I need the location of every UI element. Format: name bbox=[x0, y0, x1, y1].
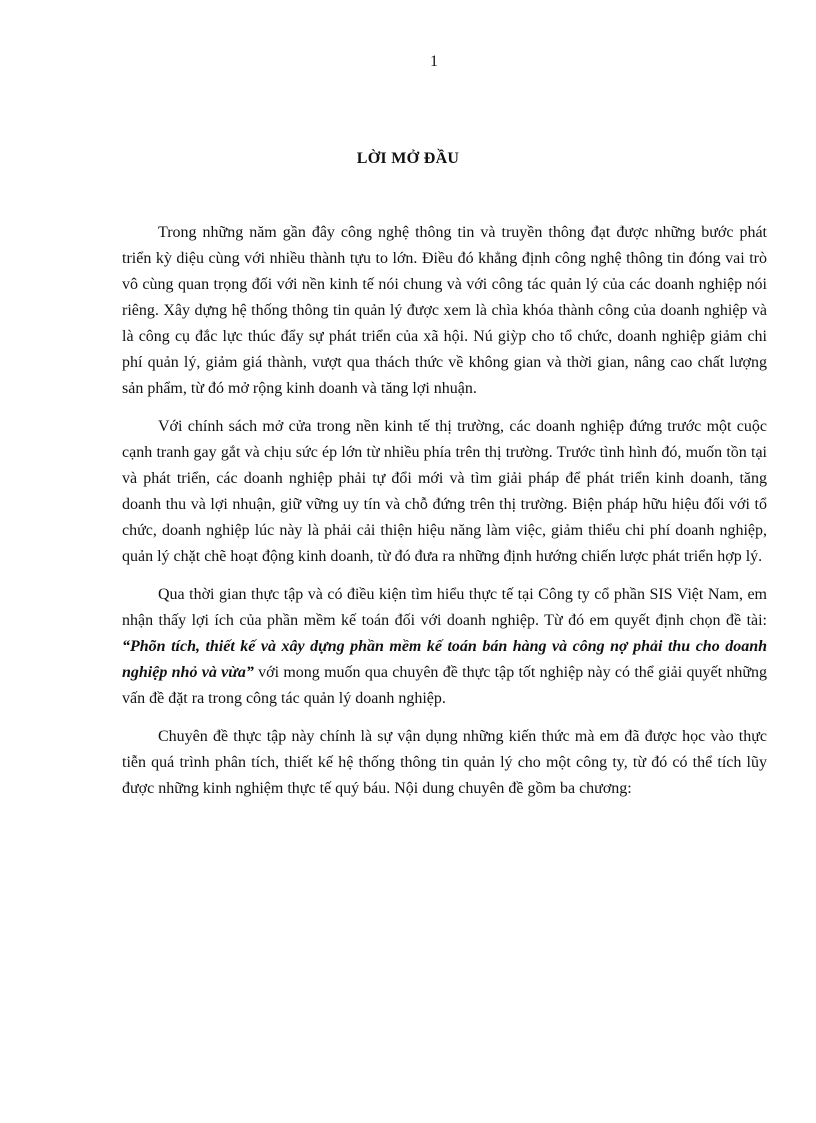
paragraph-3-tail: với mong muốn qua chuyên đề thực tập tốt nghiệp này có thể giải quyết những vấn đề đặt ra trong công tác quản lý doanh nghiệp. bbox=[122, 664, 767, 707]
page-title: LỜI MỞ ĐẦU bbox=[356, 150, 460, 167]
paragraph-3 bbox=[122, 582, 767, 712]
paragraph-2: Với chính sách mở cửa trong nền kinh tế thị trường, các doanh nghiệp đứng trước một cuộc cạnh tranh gay gắt và chịu sức ép lớn từ nhiều phía trên thị trường. Trước tình hình đó, muốn tồn tại và phát triển, các doanh nghiệp phải tự đổi mới và tìm giải pháp để phát triển kinh doanh, tăng doanh thu và lợi nhuận, giữ vững uy tín và chỗ đứng trên thị trường. Biện pháp hữu hiệu đối với tổ chức, doanh nghiệp lúc này là phải cải thiện hiệu năng làm việc, giảm thiểu chi phí doanh nghiệp, quản lý chặt chẽ hoạt động kinh doanh, từ đó đưa ra những định hướng chiến lược phát triển hợp lý. bbox=[122, 418, 767, 565]
paragraph-1: Trong những năm gần đây công nghệ thông tin và truyền thông đạt được những bước phát triển kỳ diệu cùng với nhiều thành tựu to lớn. Điều đó khẳng định công nghệ thông tin đóng vai trò vô cùng quan trọng đối với nền kinh tế nói chung và với công tác quản lý của các doanh nghiệp nói riêng. Xây dựng hệ thống thông tin quản lý được xem là chìa khóa thành công của doanh nghiệp và là công cụ đắc lực thúc đẩy sự phát triển của xã hội. Nú giỳp cho tổ chức, doanh nghiệp giảm chi phí quản lý, giảm giá thành, vượt qua thách thức về không gian và thời gian, nâng cao chất lượng sản phẩm, từ đó mở rộng kinh doanh và tăng lợi nhuận. bbox=[122, 224, 767, 397]
paragraph-4: Chuyên đề thực tập này chính là sự vận dụng những kiến thức mà em đã được học vào thực tiễn quá trình phân tích, thiết kế hệ thống thông tin quản lý cho một công ty, từ đó có thể tích lũy được những kinh nghiệm thực tế quý báu. Nội dung chuyên đề gồm ba chương: bbox=[122, 728, 767, 797]
thesis-title: “Phõn tích, thiết kế và xây dựng phần mềm kế toán bán hàng và công nợ phải thu cho doanh nghiệp nhỏ và vừa” bbox=[122, 638, 767, 681]
document-body bbox=[122, 220, 767, 814]
page-number: 1 bbox=[430, 53, 438, 70]
paragraph-3-lead: Qua thời gian thực tập và có điều kiện tìm hiểu thực tế tại Công ty cổ phần SIS Việt Nam, em nhận thấy lợi ích của phần mềm kế toán đối với doanh nghiệp. Từ đó em quyết định chọn đề tài: bbox=[122, 586, 767, 629]
